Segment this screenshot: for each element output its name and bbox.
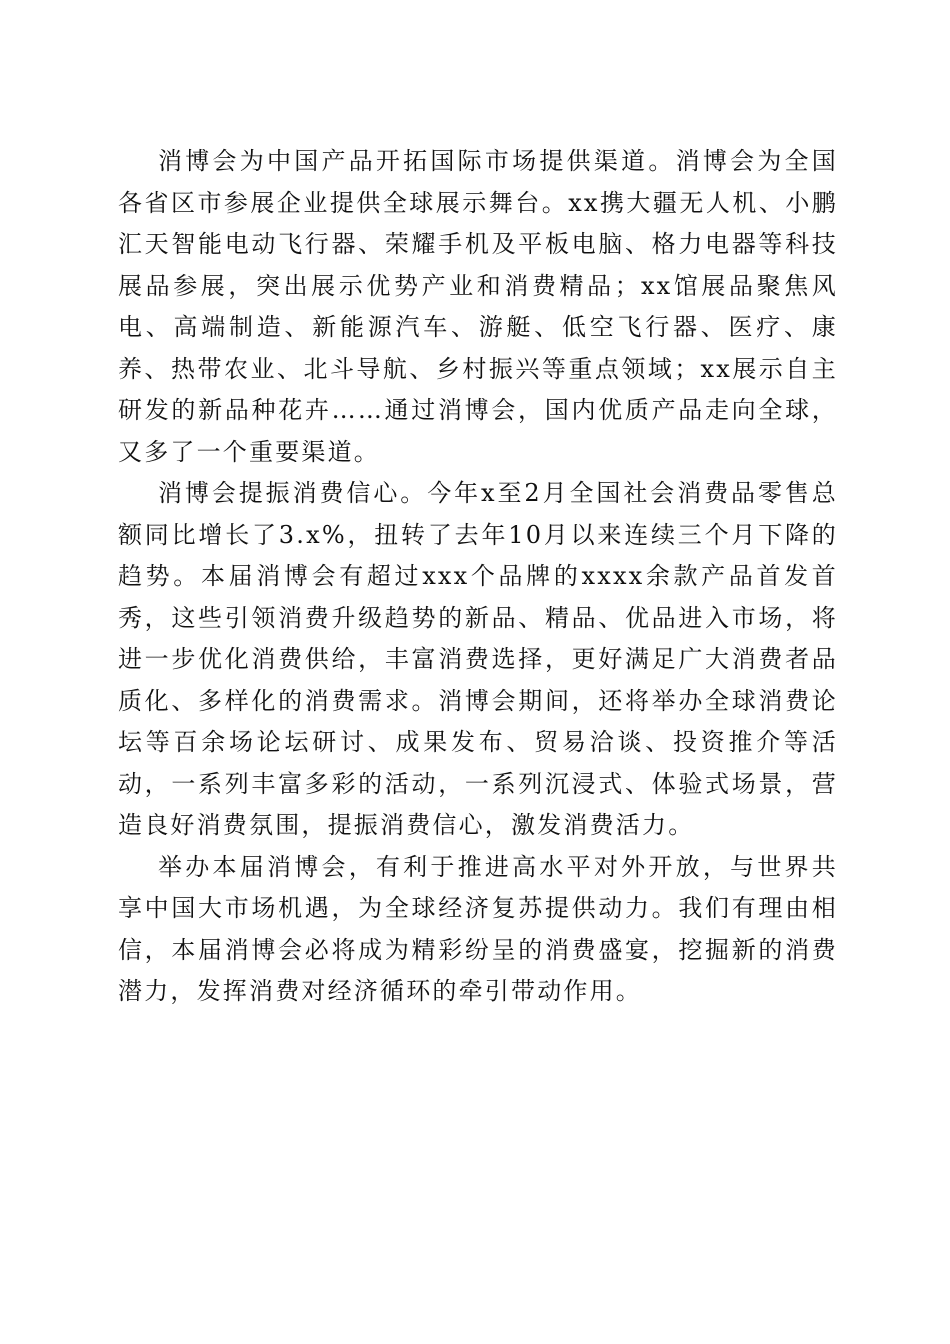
paragraph-export-channels: 消博会为中国产品开拓国际市场提供渠道。消博会为全国各省区市参展企业提供全球展示舞台。xx携大疆无人机、小鹏汇天智能电动飞行器、荣耀手机及平板电脑、格力电器等科技展品参展，突出展示优势产业和消费精品；xx馆展品聚焦风电、高端制造、新能源汽车、游艇、低空飞行器、医疗、康养、热带农业、北斗导航、乡村振兴等重点领域；xx展示自主研发的新品种花卉……通过消博会，国内优质产品走向全球，又多了一个重要渠道。 xyxy=(118,147,838,466)
paragraph-opening-up: 举办本届消博会，有利于推进高水平对外开放，与世界共享中国大市场机遇，为全球经济复苏提供动力。我们有理由相信，本届消博会必将成为精彩纷呈的消费盛宴，挖掘新的消费潜力，发挥消费对经济循环的牵引带动作用。 xyxy=(118,852,838,1005)
paragraph-consumer-confidence: 消博会提振消费信心。今年x至2月全国社会消费品零售总额同比增长了3.x%，扭转了去年10月以来连续三个月下降的趋势。本届消博会有超过xxx个品牌的xxxx余款产品首发首秀，这些引领消费升级趋势的新品、精品、优品进入市场，将进一步优化消费供给，丰富消费选择，更好满足广大消费者品质化、多样化的消费需求。消博会期间，还将举办全球消费论坛等百余场论坛研讨、成果发布、贸易洽谈、投资推介等活动，一系列丰富多彩的活动，一系列沉浸式、体验式场景，营造良好消费氛围，提振消费信心，激发消费活力。 xyxy=(118,479,838,839)
document-body xyxy=(118,141,838,1013)
